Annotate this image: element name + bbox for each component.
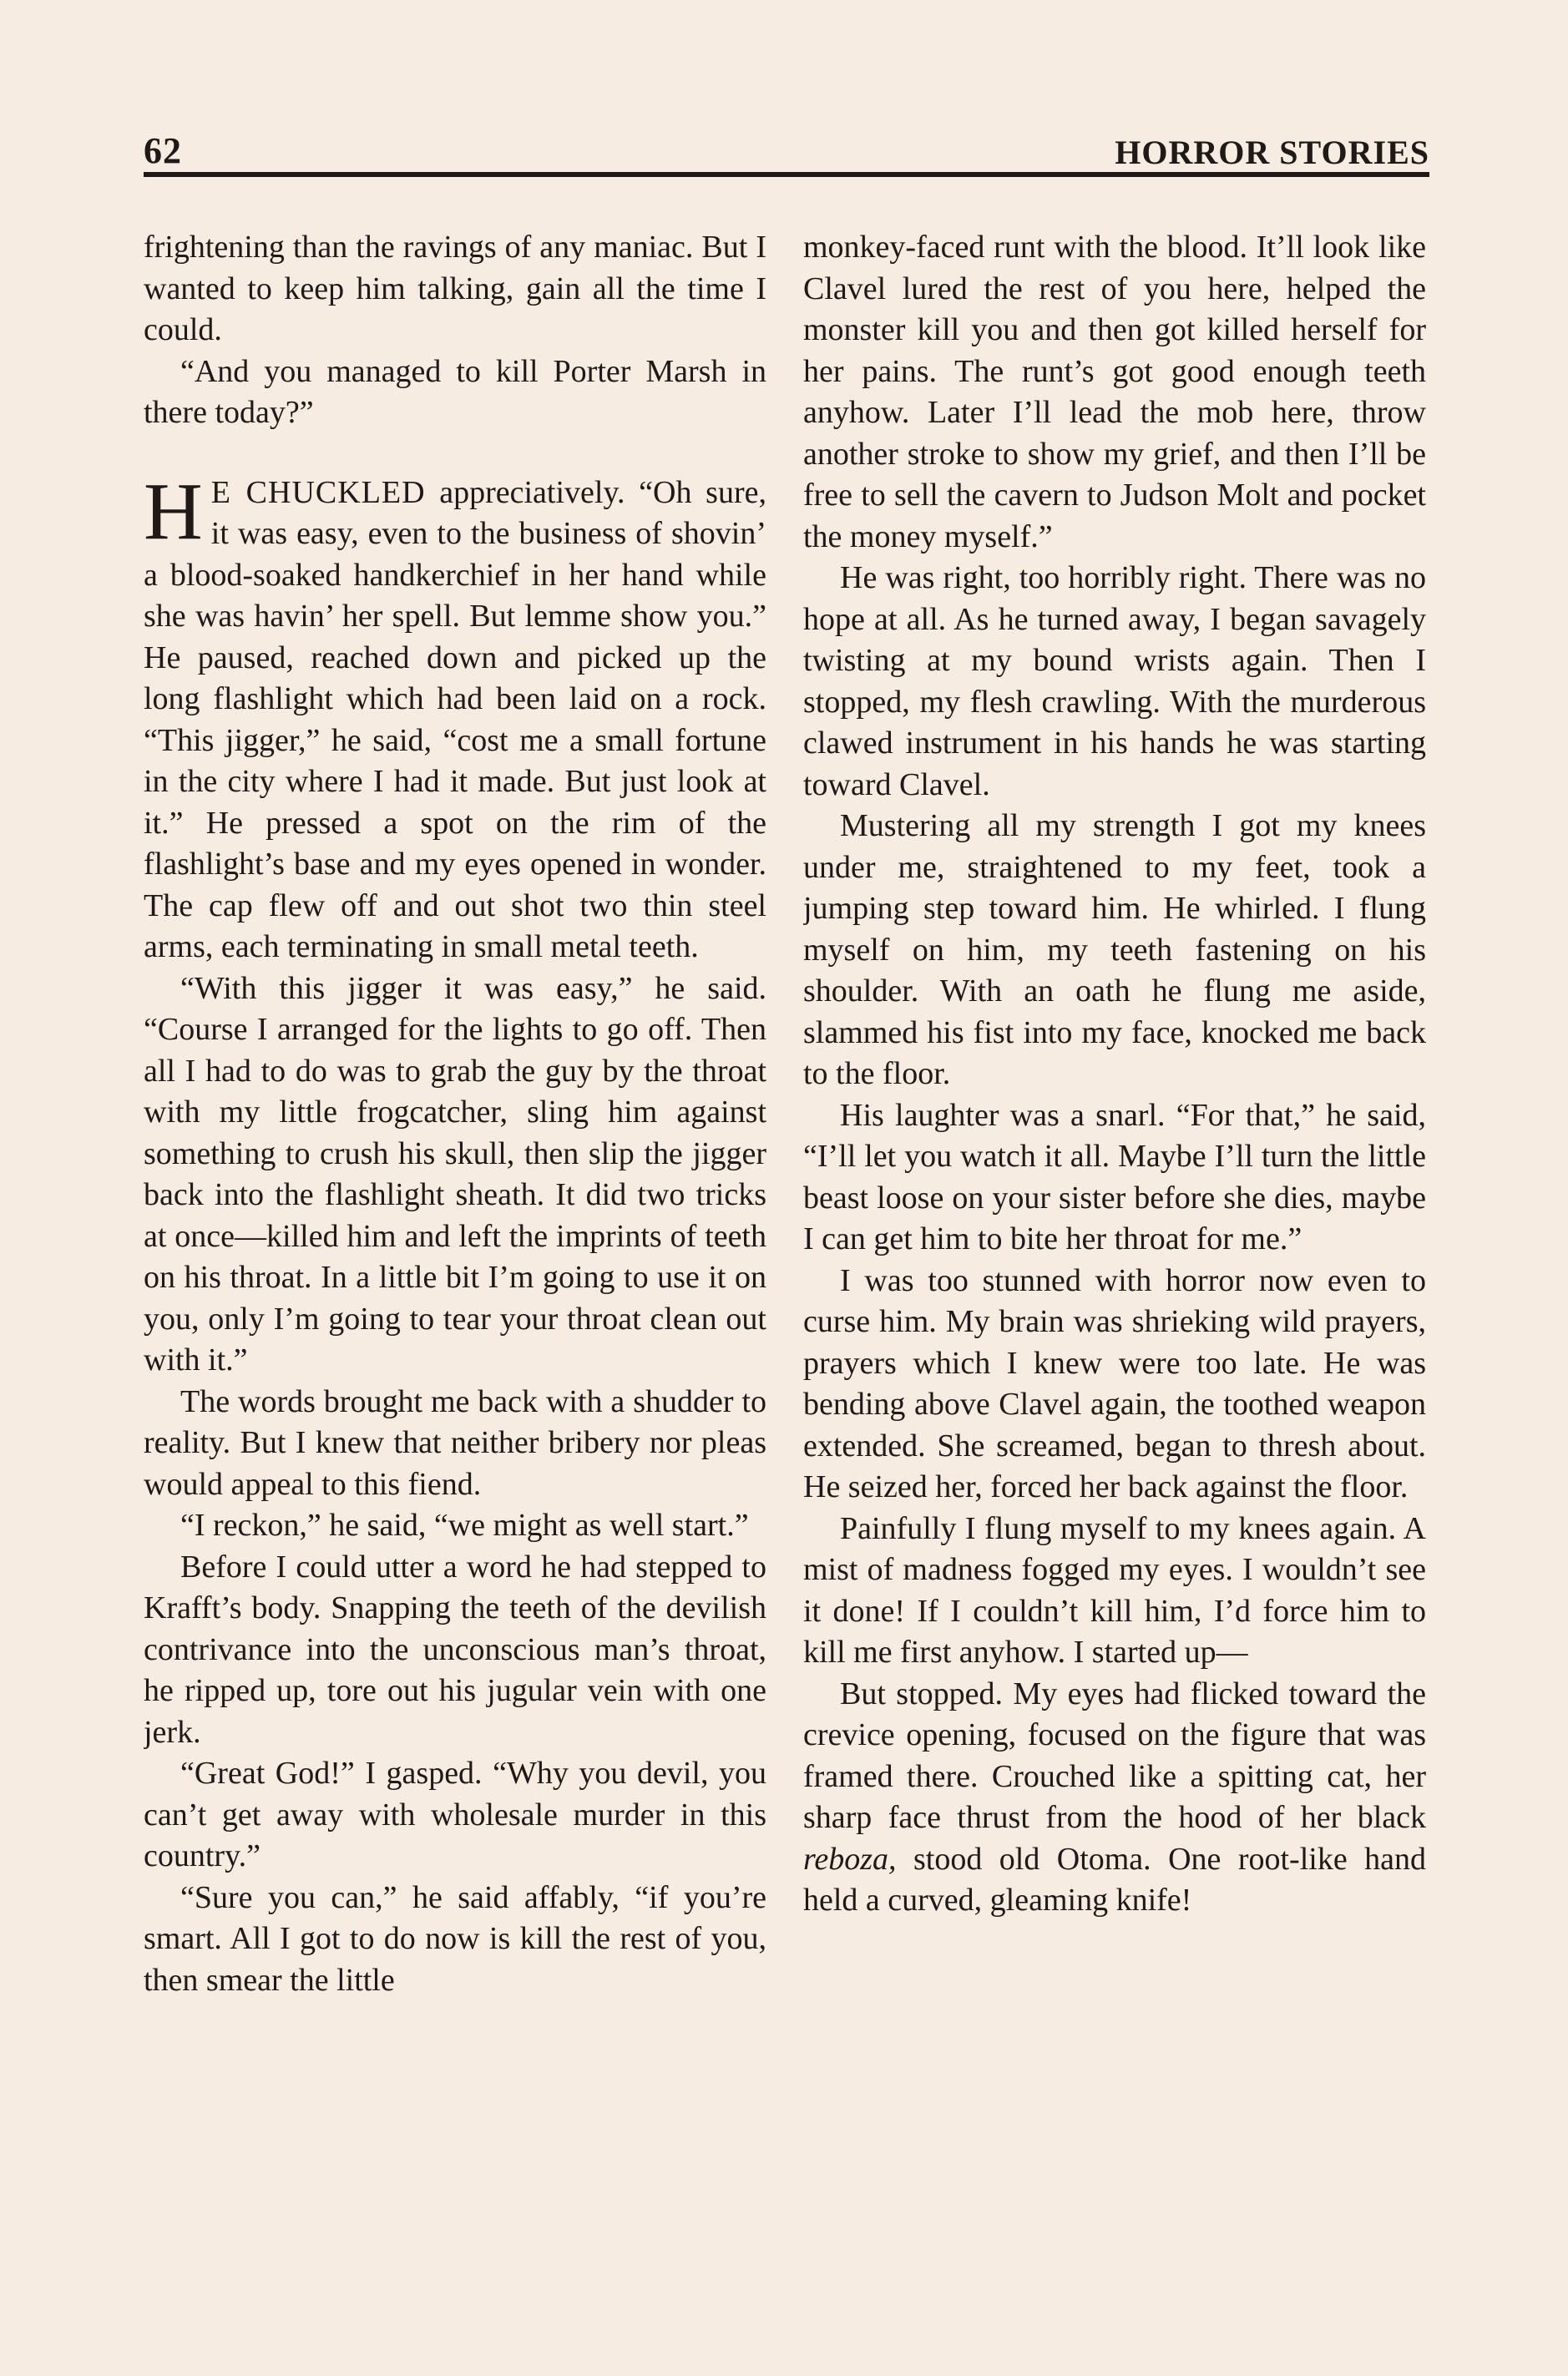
running-title: HORROR STORIES <box>1115 134 1429 171</box>
paragraph: “I reckon,” he said, “we might as well start.” <box>180 1508 749 1543</box>
page-header <box>144 122 1429 172</box>
paragraph-text: stood old Otoma. One root-like hand held a curved, gleaming knife! <box>803 1841 1426 1918</box>
paragraph: “Great God!” I gasped. “Why you devil, you can’t get away with wholesale murder in this country.” <box>144 1756 766 1873</box>
paragraph: His laughter was a snarl. “For that,” he said, “I’ll let you watch it all. Maybe I’ll turn the little beast loose on your sister before she dies, maybe I can get him to bite her throat for me.” <box>803 1097 1426 1256</box>
paragraph: Painfully I flung myself to my knees again. A mist of madness fogged my eyes. I wouldn’t see it done! If I couldn’t kill him, I’d force him to kill me first anyhow. I started up— <box>803 1510 1426 1670</box>
paragraph: “With this jigger it was easy,” he said. “Course I arranged for the lights to go off. Then all I had to do was to grab the guy by the throat with my little frogcatcher, sling him against something to crush his skull, then slip the jigger back into the flashlight sheath. It did two tricks at once—killed him and left the imprints of teeth on his throat. In a little bit I’m going to use it on you, only I’m going to tear your throat clean out with it.” <box>144 970 766 1378</box>
paragraph: “Sure you can,” he said affably, “if you’re smart. All I got to do now is kill the rest of you, then smear the little <box>144 1879 766 1998</box>
paragraph-text: appreciatively. “Oh sure, it was easy, even to the business of shovin’ a blood-soaked handkerchief in her hand while she was havin’ her spell. But lemme show you.” He paused, reached down and picked up the long flashlight which had been laid on a rock. “This jigger,” he said, “cost me a small fortune in the city where I had it made. But just look at it.” He pressed a spot on the rim of the flashlight’s base and my eyes opened in wonder. The cap flew off and out shot two thin steel arms, each terminating in small metal teeth. <box>144 474 766 964</box>
left-column <box>144 227 766 2247</box>
paragraph: He was right, too horribly right. There was no hope at all. As he turned away, I began savagely twisting at my bound wrists again. Then I stopped, my flesh crawling. With the murderous clawed instrument in his hands he was starting toward Clavel. <box>803 560 1426 802</box>
small-caps-lead: E CHUCKLED <box>210 474 426 510</box>
paragraph <box>803 1674 1426 1922</box>
paragraph-text: But stopped. My eyes had flicked toward the crevice opening, focused on the figure that was framed there. Crouched like a spitting cat, her sharp face thrust from the hood of her black <box>803 1676 1426 1835</box>
drop-cap: H <box>144 466 203 557</box>
paragraph: monkey-faced runt with the blood. It’ll look like Clavel lured the rest of you here, helped the monster kill you and then got killed herself for her pains. The runt’s got good enough teeth anyhow. Later I’ll lead the mob here, throw another stroke to show my grief, and then I’ll be free to sell the cavern to Judson Molt and pocket the money myself.” <box>803 230 1426 554</box>
section-paragraph <box>144 466 766 968</box>
paragraph: The words brought me back with a shudder to reality. But I knew that neither bribery nor pleas would appeal to this fiend. <box>144 1383 766 1502</box>
paragraph: I was too stunned with horror now even to curse him. My brain was shrieking wild prayers, prayers which I knew were too late. He was bending above Clavel again, the toothed weapon extended. She screamed, began to thresh about. He seized her, forced her back against the floor. <box>803 1262 1426 1504</box>
paragraph: frightening than the ravings of any maniac. But I wanted to keep him talking, gain all the time I could. <box>144 230 766 347</box>
paragraph: Before I could utter a word he had stepped to Krafft’s body. Snapping the teeth of the devilish contrivance into the unconscious man’s throat, he ripped up, tore out his jugular vein with one jerk. <box>144 1549 766 1750</box>
right-column <box>803 227 1426 2247</box>
paragraph: “And you managed to kill Porter Marsh in there today?” <box>144 353 766 430</box>
header-rule <box>144 172 1429 177</box>
page-number: 62 <box>144 130 182 171</box>
paragraph: Mustering all my strength I got my knees under me, straightened to my feet, took a jumping step toward him. He whirled. I flung myself on him, my teeth fastening on his shoulder. With an oath he flung me aside, slammed his fist into my face, knocked me back to the floor. <box>803 808 1426 1091</box>
italic-word: reboza, <box>803 1841 897 1877</box>
